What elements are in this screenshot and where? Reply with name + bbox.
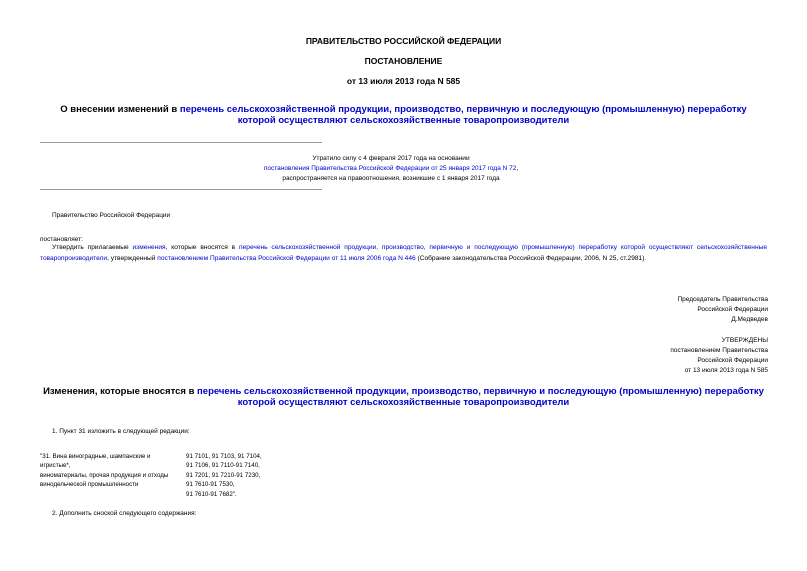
table-left-cell	[40, 452, 182, 490]
table-right-cell	[186, 452, 326, 499]
changes-title-prefix: Изменения, которые вносятся в	[43, 386, 198, 397]
document-title	[40, 104, 767, 126]
item-1-text: 1. Пункт 31 изложить в следующей редакции:	[52, 428, 190, 435]
signature-name: Д.Медведев	[731, 316, 768, 323]
resolution-446-link[interactable]: постановлением Правительства Российской Федерации от 11 июля 2006 года N 446	[157, 254, 416, 262]
main-paragraph	[40, 243, 767, 264]
signature-block	[468, 295, 768, 325]
main-paragraph-part-2: , которые вносятся в	[165, 244, 240, 251]
table-right-line: 91 7101, 91 7103, 91 7104,	[186, 453, 262, 460]
government-heading: ПРАВИТЕЛЬСТВО РОССИЙСКОЙ ФЕДЕРАЦИИ	[305, 36, 502, 46]
signature-line-1: Председатель Правительства	[677, 296, 768, 303]
notice-line-1: Утратило силу с 4 февраля 2017 года на основании	[312, 155, 470, 162]
notice-bottom-rule	[40, 189, 322, 190]
main-paragraph-part-3: , утвержденный	[107, 254, 158, 262]
notice-top-rule	[40, 142, 322, 143]
product-list-link[interactable]: перечень сельскохозяйственной продукции, производство, первичную и последующую (промышленную) переработку которой осуществляют сельскохозяйственные товаропроизводители	[40, 244, 767, 262]
notice-line-3: распространяется на правоотношения, возникшие с 1 января 2017 года	[282, 175, 500, 182]
document-title-link[interactable]: перечень сельскохозяйственной продукции, производство, первичную и последующую (промышленную) переработку которой осуществляют сельскохозяйственные товаропроизводители	[179, 104, 747, 126]
document-date-number: от 13 июля 2013 года N 585	[346, 76, 461, 86]
document-title-prefix: О внесении изменений в	[60, 104, 180, 115]
table-left-line: виноматериалы, прочая продукция и отходы	[40, 471, 169, 479]
signature-line-2: Российской Федерации	[697, 306, 768, 313]
table-left-line: игристые*,	[40, 462, 71, 470]
changes-title-link[interactable]: перечень сельскохозяйственной продукции, производство, первичную и последующую (промышленную) переработку которой осуществляют сельскохозяйственные товаропроизводители	[197, 386, 764, 408]
changes-title	[40, 386, 767, 408]
approval-line-1: УТВЕРЖДЕНЫ	[721, 337, 768, 344]
approval-line-3: Российской Федерации	[697, 357, 768, 364]
document-type: ПОСТАНОВЛЕНИЕ	[364, 56, 443, 66]
notice-repeal-link[interactable]: постановления Правительства Российской Федерации от 25 января 2017 года N 72	[263, 165, 517, 172]
approval-block	[468, 336, 768, 376]
table-left-line: винодельческой промышленности	[40, 481, 139, 489]
issuer-text: Правительство Российской Федерации	[52, 212, 171, 219]
main-paragraph-part-1: Утвердить прилагаемые	[52, 244, 133, 251]
table-right-line: 91 7106, 91 7110-91 7140,	[186, 462, 260, 470]
notice-block	[130, 154, 652, 184]
main-paragraph-part-4: (Собрание законодательства Российской Федерации, 2006, N 25, ст.2981).	[415, 254, 647, 262]
table-left-line: "31. Вина виноградные, шампанские и	[40, 453, 151, 460]
decrees-text: постановляет:	[40, 236, 83, 243]
notice-line-2	[130, 164, 652, 174]
changes-link[interactable]: изменения	[132, 244, 166, 251]
table-right-line: 91 7201, 91 7210-91 7230,	[186, 471, 261, 479]
notice-line-2-tail: ,	[516, 165, 519, 172]
table-right-line: 91 7610-91 7530,	[186, 481, 235, 489]
approval-line-4: от 13 июля 2013 года N 585	[684, 367, 768, 374]
table-right-line: 91 7610-91 7682".	[186, 490, 237, 498]
item-2-text: 2. Дополнить сноской следующего содержания:	[52, 510, 197, 517]
approval-line-2: постановлением Правительства	[670, 347, 768, 354]
